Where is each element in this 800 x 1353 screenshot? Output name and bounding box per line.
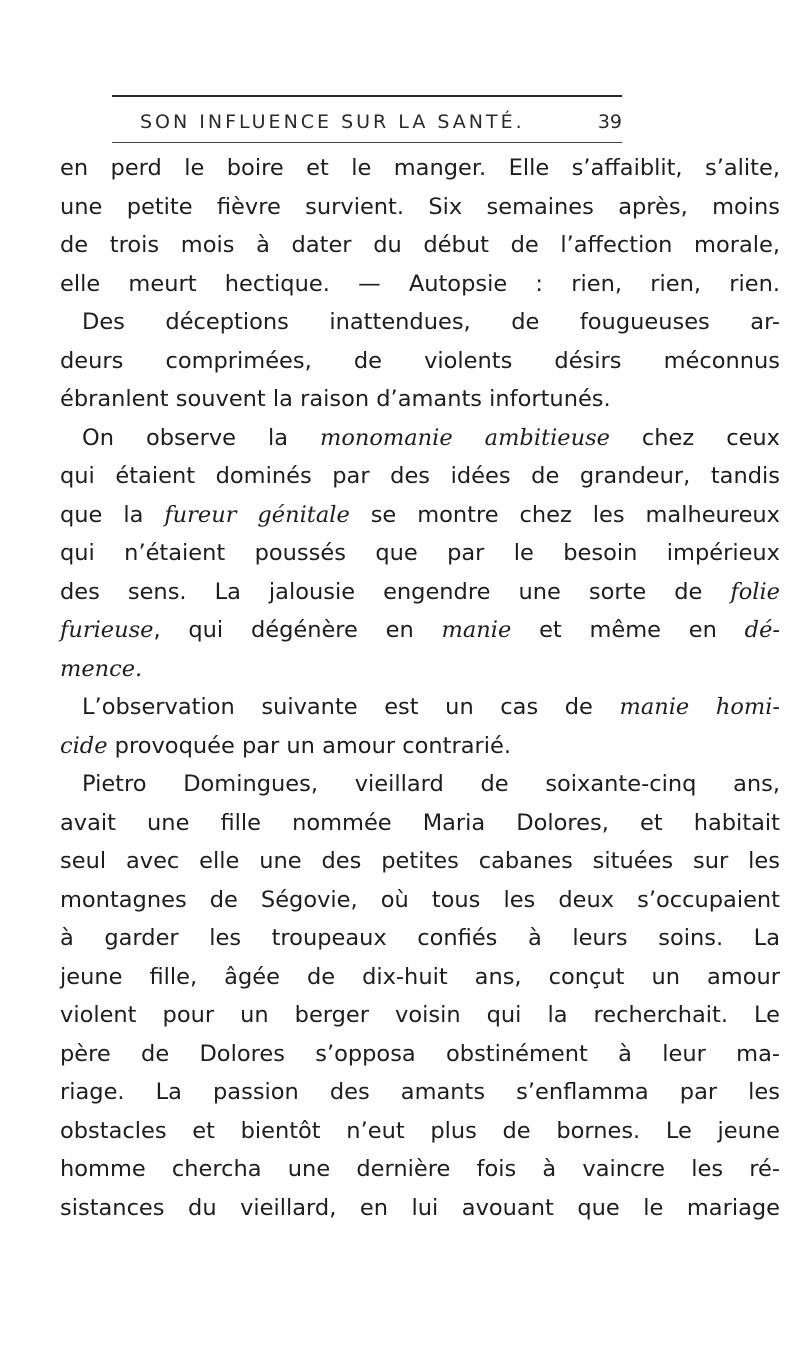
italic-text: cide [60, 732, 108, 759]
text-segment: des sens. La jalousie engendre une sorte de [60, 578, 731, 605]
text-segment: provoquée par un amour contrarié. [107, 732, 511, 759]
italic-text: dé- [744, 617, 780, 643]
text-segment: elle meurt hectique. — Autopsie : rien, rien, rien. [60, 270, 780, 297]
text-segment: une petite fièvre survient. Six semaines après, moins [60, 193, 780, 220]
page-number: 39 [597, 111, 622, 133]
text-segment: ébranlent souvent la raison d’amants infortunés. [60, 386, 611, 412]
text-segment: violent pour un berger voisin qui la recherchait. Le [60, 1002, 780, 1028]
text-segment: de trois mois à dater du début de l’affection morale, [60, 232, 780, 258]
text-line [60, 765, 780, 804]
italic-text: manie homi- [619, 694, 780, 720]
text-line [60, 727, 780, 766]
text-line [60, 573, 780, 612]
text-line [60, 419, 780, 458]
header-rule-bottom [112, 142, 622, 143]
text-line [60, 496, 780, 535]
italic-text: manie [441, 617, 512, 643]
text-line [60, 534, 780, 573]
text-line [60, 881, 780, 920]
text-line [60, 804, 780, 843]
text-segment: jeune fille, âgée de dix-huit ans, conçut un amour [60, 963, 780, 990]
text-line [60, 650, 780, 689]
text-line [60, 188, 780, 227]
text-segment: riage. La passion des amants s’enflamma par les [60, 1079, 780, 1105]
text-line [60, 457, 780, 496]
text-segment: Des déceptions inattendues, de fougueuses ar- [82, 309, 780, 335]
text-segment: qui n’étaient poussés que par le besoin impérieux [60, 540, 780, 566]
text-line [60, 1189, 780, 1228]
text-segment: sistances du vieillard, en lui avouant que le mariage [60, 1194, 780, 1221]
text-segment: chez ceux [609, 424, 780, 451]
text-segment: deurs comprimées, de violents désirs méconnus [60, 347, 780, 374]
text-segment: , qui dégénère en [153, 617, 442, 643]
italic-text: folie [730, 578, 780, 605]
text-segment: père de Dolores s’opposa obstinément à leur ma- [60, 1040, 780, 1067]
text-segment: et même en [511, 617, 745, 643]
text-segment: homme chercha une dernière fois à vaincre les ré- [60, 1156, 780, 1182]
text-segment: à garder les troupeaux confiés à leurs soins. La [60, 925, 780, 951]
text-segment: que la [60, 501, 165, 528]
running-title: SON INFLUENCE SUR LA SANTÉ. [140, 111, 525, 133]
body-text [60, 149, 780, 1227]
header-rule-top [112, 95, 622, 97]
text-segment: en perd le boire et le manger. Elle s’affaiblit, s’alite, [60, 155, 780, 181]
text-segment: seul avec elle une des petites cabanes situées sur les [60, 848, 780, 874]
text-line [60, 996, 780, 1035]
text-line [60, 1112, 780, 1151]
text-line [60, 1150, 780, 1189]
text-line [60, 688, 780, 727]
text-segment: On observe la [82, 424, 321, 451]
text-segment: montagnes de Ségovie, où tous les deux s’occupaient [60, 886, 780, 913]
text-segment: se montre chez les malheureux [349, 501, 780, 528]
italic-text: mence. [60, 655, 143, 682]
text-segment: Pietro Domingues, vieillard de soixante-cinq ans, [82, 771, 780, 797]
text-line [60, 958, 780, 997]
text-line [60, 842, 780, 881]
text-line [60, 226, 780, 265]
text-segment: obstacles et bientôt n’eut plus de bornes. Le jeune [60, 1117, 780, 1144]
text-line [60, 303, 780, 342]
italic-text: monomanie ambitieuse [320, 424, 610, 451]
text-line [60, 919, 780, 958]
text-line [60, 611, 780, 650]
italic-text: furieuse [60, 617, 154, 643]
text-line [60, 149, 780, 188]
page-header [112, 103, 622, 139]
text-line [60, 1035, 780, 1074]
text-line [60, 1073, 780, 1112]
italic-text: fureur génitale [164, 501, 350, 528]
text-segment: L’observation suivante est un cas de [82, 694, 620, 720]
text-line [60, 265, 780, 304]
text-segment: qui étaient dominés par des idées de grandeur, tandis [60, 463, 780, 489]
text-segment: avait une fille nommée Maria Dolores, et habitait [60, 809, 780, 836]
text-line [60, 342, 780, 381]
text-line [60, 380, 780, 419]
